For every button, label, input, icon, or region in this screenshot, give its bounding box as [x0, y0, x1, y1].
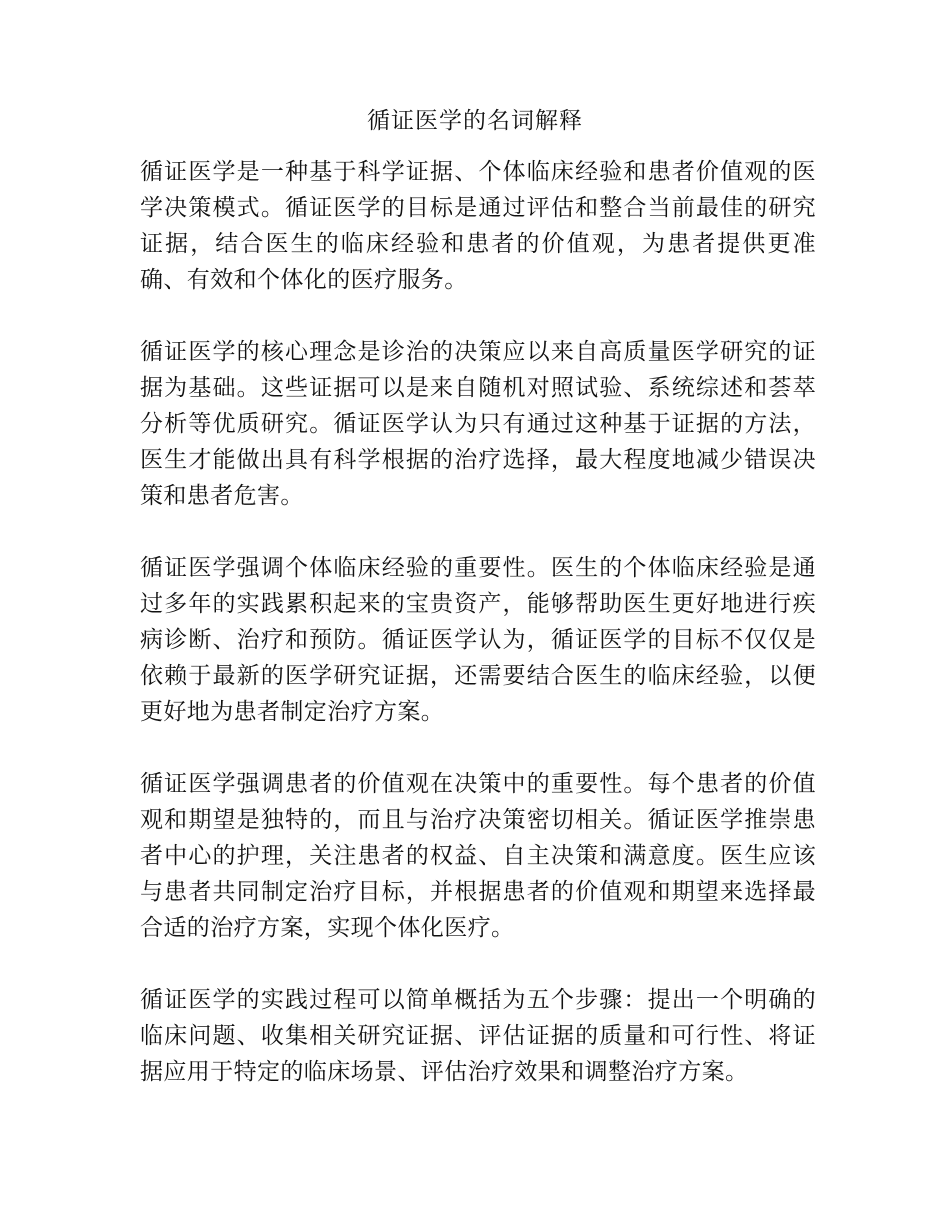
paragraph-core-concept: 循证医学的核心理念是诊治的决策应以来自高质量医学研究的证据为基础。这些证据可以是来自随机对照试验、系统综述和荟萃分析等优质研究。循证医学认为只有通过这种基于证据的方法，医生才能做出具有科学根据的治疗选择，最大程度地减少错误决策和患者危害。 [140, 339, 816, 509]
paragraph-definition: 循证医学是一种基于科学证据、个体临床经验和患者价值观的医学决策模式。循证医学的目标是通过评估和整合当前最佳的研究证据，结合医生的临床经验和患者的价值观，为患者提供更准确、有效和个体化的医疗服务。 [140, 159, 816, 293]
document-body [140, 154, 816, 1090]
paragraph-clinical-experience: 循证医学强调个体临床经验的重要性。医生的个体临床经验是通过多年的实践累积起来的宝贵资产，能够帮助医生更好地进行疾病诊断、治疗和预防。循证医学认为，循证医学的目标不仅仅是依赖于最新的医学研究证据，还需要结合医生的临床经验，以便更好地为患者制定治疗方案。 [140, 555, 816, 725]
page-title: 循证医学的名词解释 [367, 108, 583, 134]
paragraph-practice-steps: 循证医学的实践过程可以简单概括为五个步骤：提出一个明确的临床问题、收集相关研究证据、评估证据的质量和可行性、将证据应用于特定的临床场景、评估治疗效果和调整治疗方案。 [140, 987, 816, 1085]
paragraph-patient-values: 循证医学强调患者的价值观在决策中的重要性。每个患者的价值观和期望是独特的，而且与治疗决策密切相关。循证医学推崇患者中心的护理，关注患者的权益、自主决策和满意度。医生应该与患者共同制定治疗目标，并根据患者的价值观和期望来选择最合适的治疗方案，实现个体化医疗。 [140, 771, 816, 941]
